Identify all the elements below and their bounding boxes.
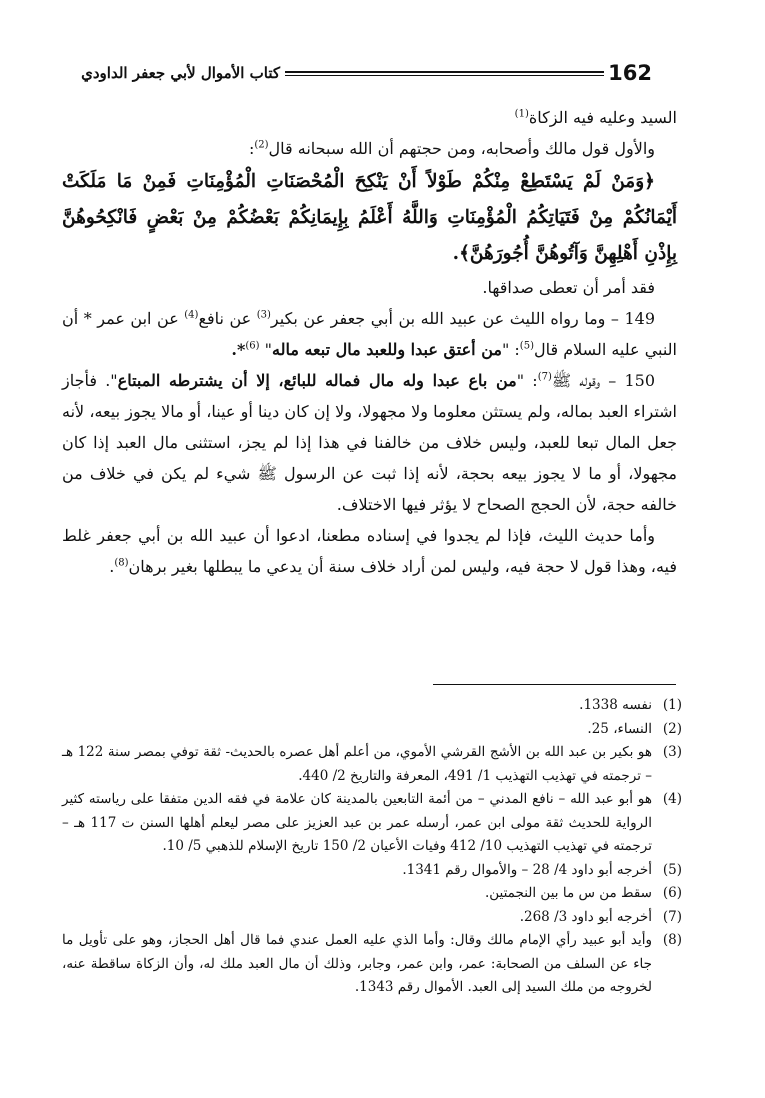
page-number: 162 [608, 61, 652, 85]
quran-verse: ﴿وَمَنْ لَمْ يَسْتَطِعْ مِنْكُمْ طَوْلاً أَنْ يَنْكِحَ الْمُحْصَنَاتِ الْمُؤْمِنَاتِ فَمِنْ مَا مَلَكَتْ أَيْمَانُكُمْ مِنْ فَتَيَاتِكُمُ الْمُؤْمِنَاتِ وَاللَّهُ أَعْلَمُ بِإِيمَانِكُمْ بَعْضُكُمْ مِنْ بَعْضٍ فَانْكِحُوهُنَّ بِإِذْنِ أَهْلِهِنَّ وَآتُوهُنَّ أُجُورَهُنَّ﴾. [62, 171, 677, 264]
paragraph: والأول قول مالك وأصحابه، ومن حجتهم أن الله سبحانه قال$^{(2)}$: [248, 139, 655, 158]
footnote: (1) نفسه 1338. [579, 697, 682, 713]
footnote-ref[interactable]: (7) [537, 371, 552, 383]
hadith-149: 149 – وما رواه الليث عن عبيد الله بن أبي جعفر عن بكير$^{(3)}$ عن نافع$^{(4)}$ عن ابن عمر * أن النبي عليه السلام قال$^{(5)}$: "من أعتق عبدا وللعبد مال تبعه ماله" $^{(6)}$*. [62, 309, 677, 359]
footnote: (4) هو أبو عبد الله – نافع المدني – من أئمة التابعين بالمدينة كان علامة في فقه الدين متفقا على رياسته كثير الرواية للحديث ثقة مولى ابن عمر، أرسله عمر بن عبد العزيز على مصر ليعلم أهلها السنن ت 117 هـ –ترجمته في تهذيب التهذيب 10/ 412 وفيات الأعيان 2/ 150 تاريخ الإسلام للذهبي 5/ 10. [62, 791, 682, 854]
footnote: (5) أخرجه أبو داود 4/ 28 – والأموال رقم 1341. [402, 861, 682, 878]
hadith-150: 150 – وقوله ﷺ$^{(7)}$: "من باع عبدا وله مال فماله للبائع، إلا أن يشترطه المبتاع". فأجاز اشتراء العبد بماله، ولم يستثن معلوما ولا مجهولا، ولا إن كان دينا أو عينا، أو مالا يجوز بيعه، لأنه جعل المال تبعا للعبد، وليس خلاف من خالفنا في هذا إذا لم يجز، استثنى مال العبد إذا كان مجهولا، أو ما لا يجوز بيعه بحجة، لأنه إذا ثبت عن الرسول ﷺ شيء لم يكن في خلاف من خالفه حجة، لأن الحجج الصحاح لا يؤثر فيها الاختلاف. [62, 371, 678, 514]
footnote: (2) النساء، 25. [587, 720, 682, 737]
footnote: (7) أخرجه أبو داود 3/ 268. [519, 908, 682, 925]
footnote-ref[interactable]: (2) [254, 139, 269, 151]
footnote-ref[interactable]: (1) [514, 108, 529, 120]
footnote-ref[interactable]: (8) [114, 557, 129, 569]
main-text [62, 102, 677, 582]
footnote-separator [433, 684, 676, 685]
footnote: (8) وأيد أبو عبيد رأي الإمام مالك وقال: وأما الذي عليه العمل عندي فما قال أهل الحجاز، وهو على تأويل ما جاء عن السلف من الصحابة: عمر، وابن عمر، وجابر، وذلك أن مال العبد ملك له، وأن الزكاة ساقطة عنه، لخروجه من ملك السيد إلى العبد. الأموال رقم 1343. [62, 932, 682, 995]
hadith-quote: من أعتق عبدا وللعبد مال تبعه ماله [272, 340, 502, 359]
paragraph: وأما حديث الليث، فإذا لم يجدوا في إسناده مطعنا، ادعوا أن عبيد الله بن أبي جعفر غلط فيه، وهذا قول لا حجة فيه، وليس لمن أراد خلاف سنة أن يدعي ما يبطلها بغير برهان$^{(8)}$. [62, 526, 677, 576]
footnote-ref[interactable]: (3) [256, 309, 271, 321]
book-title: كتاب الأموال لأبي جعفر الداودي [81, 64, 280, 82]
footnote-ref[interactable]: (6) [245, 340, 260, 352]
footnote: (6) سقط من س ما بين النجمتين. [484, 885, 682, 901]
footnote: (3) هو بكير بن عبد الله بن الأشج القرشي الأموي، من أعلم أهل عصره بالحديث- ثقة توفي بمصر سنة 122 هـ – ترجمته في تهذيب التهذيب 1/ 491، المعرفة والتاريخ 2/ 440. [62, 744, 682, 784]
paragraph: السيد وعليه فيه الزكاة$^{(1)}$ [514, 108, 677, 127]
footnote-ref[interactable]: (4) [184, 309, 199, 321]
hadith-quote: من باع عبدا وله مال فماله للبائع، إلا أن يشترطه المبتاع [117, 371, 517, 390]
footnotes [62, 694, 682, 1000]
paragraph: فقد أمر أن تعطى صداقها. [482, 278, 655, 297]
footnote-ref[interactable]: (5) [519, 340, 534, 352]
page-header [60, 58, 652, 98]
header-double-rule [285, 71, 604, 77]
